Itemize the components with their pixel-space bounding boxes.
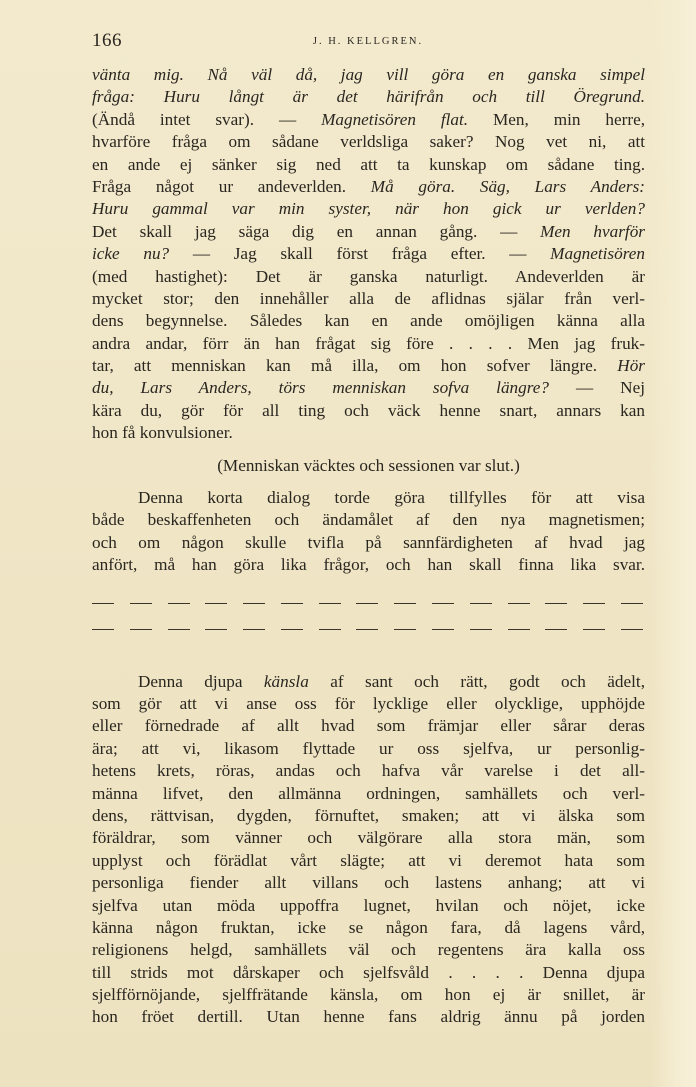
text-line <box>92 850 645 872</box>
italic-segment: vänta mig. Nå väl då, jag vill göra en ganska simpel <box>92 65 645 84</box>
text-line <box>92 422 645 444</box>
text-line <box>92 783 645 805</box>
text-segment: känna någon fruktan, icke se någon fara, då lagens vård, <box>92 917 645 937</box>
page-body <box>92 64 645 1029</box>
text-line <box>92 917 645 939</box>
text-line <box>92 288 645 310</box>
italic-segment: känsla <box>263 671 309 691</box>
text-segment: dens, rättvisan, dygden, förnuftet, smaken; att vi älska som <box>92 805 645 825</box>
text-segment: hon fröet dertill. Utan henne fans aldrig ännu på jorden <box>92 1007 645 1027</box>
text-line <box>92 738 645 760</box>
text-line <box>92 266 645 288</box>
text-segment: Fråga något ur andeverlden. <box>92 176 371 196</box>
text-segment: Denna djupa <box>138 671 264 691</box>
italic-segment: Hör <box>617 356 645 376</box>
text-line <box>92 310 645 332</box>
text-segment: kära du, gör för all ting och väck henne snart, annars kan <box>92 400 645 420</box>
text-segment: föräldrar, som vänner och välgörare alla stora män, som <box>92 828 645 848</box>
text-segment: personliga fiender allt villans och lastens anhang; att vi <box>92 873 645 893</box>
text-line <box>92 400 645 422</box>
text-line <box>92 509 645 531</box>
text-line <box>92 355 645 377</box>
running-head: J. H. KELLGREN. <box>312 36 424 47</box>
text-line <box>92 671 645 693</box>
text-segment: dens begynnelse. Således kan en ande omöjligen känna alla <box>92 311 645 331</box>
text-line <box>92 86 645 108</box>
text-segment: hon få konvulsioner. <box>92 423 233 443</box>
text-segment: anfört, må han göra lika frågor, och han skall finna lika svar. <box>92 555 645 575</box>
text-segment: (med hastighet): Det är ganska naturligt. Andeverlden är <box>92 266 645 286</box>
text-segment: — Jag skall först fråga efter. — <box>169 244 551 264</box>
italic-segment: Men hvarför <box>540 221 645 241</box>
italic-segment: Huru gammal var min syster, när hon gick ur verlden? <box>92 199 645 219</box>
text-segment: och om någon skulle tvifla på sannfärdigheten af hvad jag <box>92 532 645 552</box>
text-segment: tar, att menniskan kan må illa, om hon sofver längre. <box>92 356 618 376</box>
text-line <box>92 131 645 153</box>
text-segment: (Menniskan väcktes och sessionen var slut.) <box>217 455 520 475</box>
text-line <box>92 827 645 849</box>
text-line <box>92 872 645 894</box>
text-line <box>92 198 645 220</box>
italic-segment: icke nu? <box>92 244 170 264</box>
italic-segment: fråga: Huru långt är det härifrån och till Öregrund. <box>92 87 645 107</box>
text-segment: upplyst och förädlat vårt slägte; att vi deremot hata som <box>92 850 645 870</box>
text-segment: Men, min herre, <box>468 109 645 129</box>
section-divider-2 <box>92 617 645 643</box>
text-segment: Denna korta dialog torde göra tillfylles för att visa <box>138 488 645 508</box>
text-segment: hetens krets, röras, andas och hafva vår varelse i det all- <box>92 761 645 781</box>
italic-segment: Må göra. Säg, Lars Anders: <box>370 176 645 196</box>
text-segment: religionens helgd, samhällets väl och regentens ära kalla oss <box>92 940 645 960</box>
text-line <box>92 962 645 984</box>
text-line <box>92 64 645 86</box>
text-segment: en ande ej sänker sig ned att ta kunskap om sådane ting. <box>92 154 645 174</box>
text-segment: sjelfförnöjande, sjelffrätande känsla, om hon ej är snillet, är <box>92 985 645 1005</box>
text-line <box>92 221 645 243</box>
text-segment: ära; att vi, likasom flyttade ur oss sjelfva, ur personlig- <box>92 738 645 758</box>
text-segment: männa lifvet, den allmänna ordningen, samhällets och verl- <box>92 783 645 803</box>
text-line <box>92 805 645 827</box>
page-header <box>92 30 644 56</box>
text-segment: Det skall jag säga dig en annan gång. — <box>92 221 541 241</box>
text-segment: — Nej <box>549 378 645 398</box>
text-line <box>92 984 645 1006</box>
text-segment: mycket stor; den innehåller alla de aflidnas själar från verl- <box>92 288 645 308</box>
text-segment: som gör att vi anse oss för lycklige eller olycklige, upphöjde <box>92 693 645 713</box>
page-edge <box>650 0 696 1087</box>
text-line <box>92 377 645 399</box>
text-line <box>92 333 645 355</box>
text-line <box>92 760 645 782</box>
text-line <box>92 532 645 554</box>
text-line <box>92 243 645 265</box>
text-line <box>92 154 645 176</box>
stage-direction <box>92 455 645 477</box>
text-line <box>92 939 645 961</box>
text-line <box>92 715 645 737</box>
text-segment: (Ändå intet svar). — <box>92 109 322 129</box>
page-number: 166 <box>92 30 122 51</box>
italic-segment: Magnetisören flat. <box>321 109 469 129</box>
text-line <box>92 895 645 917</box>
text-segment: till strids mot dårskaper och sjelfsvåld . . . . Denna djupa <box>92 962 645 982</box>
text-line <box>92 109 645 131</box>
text-segment: eller förnedrade af allt hvad som främjar eller sårar deras <box>92 716 645 736</box>
text-line <box>92 554 645 576</box>
text-line <box>92 693 645 715</box>
text-segment: andra andar, förr än han frågat sig före . . . . Men jag fruk- <box>92 333 645 353</box>
italic-segment: du, Lars Anders, törs menniskan sofva längre? <box>92 378 549 398</box>
text-segment: hvarföre fråga om sådane verldsliga saker? Nog vet ni, att <box>92 132 645 152</box>
text-line <box>92 487 645 509</box>
text-line <box>92 176 645 198</box>
section-divider-1 <box>92 591 645 617</box>
text-line <box>92 1006 645 1028</box>
text-segment: af sant och rätt, godt och ädelt, <box>308 671 645 691</box>
text-segment: sjelfva utan möda uppoffra lugnet, hvilan och nöjet, icke <box>92 895 645 915</box>
text-segment: både beskaffenheten och ändamålet af den nya magnetismen; <box>92 510 645 530</box>
italic-segment: Magnetisören <box>550 244 645 264</box>
